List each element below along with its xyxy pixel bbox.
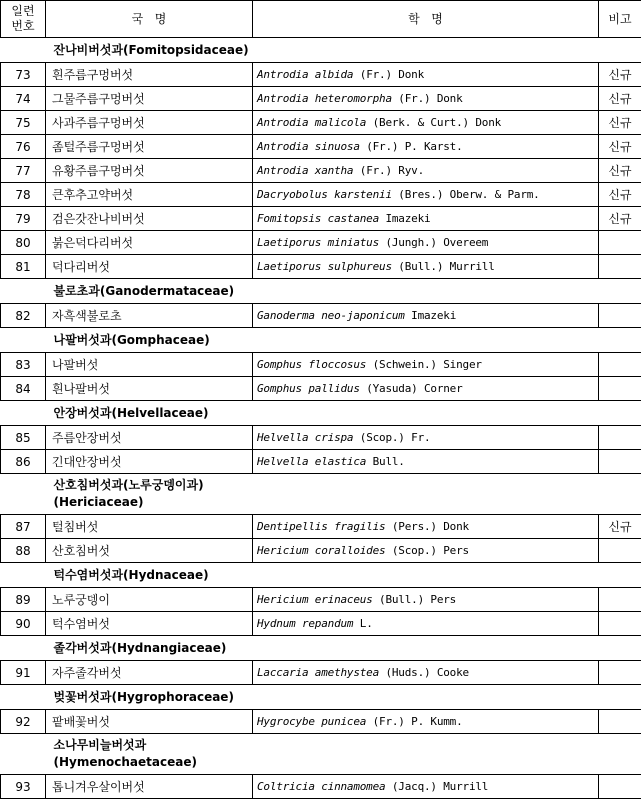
scientific-name-author: Imazeki (404, 308, 457, 322)
korean-name: 붉은덕다리버섯 (46, 231, 253, 255)
scientific-name-author: (Fr.) Donk (391, 91, 463, 105)
family-name (46, 328, 641, 353)
korean-name: 자주졸각버섯 (46, 661, 253, 685)
family-name (46, 401, 641, 426)
family-name-latin: (Hericiaceae) (53, 495, 144, 509)
serial-number: 80 (1, 231, 46, 255)
family-name (46, 636, 641, 661)
family-name (46, 563, 641, 588)
family-row (1, 279, 641, 304)
scientific-name (253, 255, 599, 279)
family-spacer (1, 279, 46, 304)
note-badge (599, 426, 641, 450)
scientific-name-author: (Schwein.) Singer (366, 357, 482, 371)
serial-number: 76 (1, 135, 46, 159)
table-row (1, 135, 641, 159)
table-row (1, 207, 641, 231)
serial-number: 86 (1, 450, 46, 474)
scientific-name-author: (Yasuda) Corner (359, 381, 463, 395)
scientific-name-author: (Bull.) Murrill (391, 259, 495, 273)
family-spacer (1, 328, 46, 353)
scientific-name-author: (Fr.) P. Kumm. (366, 714, 463, 728)
scientific-name-italic: Hygrocybe punicea (257, 714, 367, 728)
note-badge (599, 612, 641, 636)
korean-name: 턱수염버섯 (46, 612, 253, 636)
scientific-name-author: (Fr.) Ryv. (353, 163, 424, 177)
scientific-name (253, 135, 599, 159)
korean-name: 사과주름구멍버섯 (46, 111, 253, 135)
note-badge (599, 539, 641, 563)
table-row (1, 539, 641, 563)
table-row (1, 775, 641, 799)
scientific-name-author: (Fr.) P. Karst. (359, 139, 463, 153)
korean-name: 톱니겨우살이버섯 (46, 775, 253, 799)
header-korean-name: 국 명 (46, 1, 253, 38)
table-row (1, 353, 641, 377)
korean-name: 그물주름구멍버섯 (46, 87, 253, 111)
scientific-name (253, 377, 599, 401)
serial-number: 77 (1, 159, 46, 183)
note-badge (599, 775, 641, 799)
korean-name: 나팔버섯 (46, 353, 253, 377)
serial-number: 83 (1, 353, 46, 377)
header-serial-number (1, 1, 46, 38)
scientific-name (253, 661, 599, 685)
header-note: 비고 (599, 1, 641, 38)
korean-name: 흰주름구멍버섯 (46, 63, 253, 87)
note-badge (599, 377, 641, 401)
note-badge: 신규 (599, 515, 641, 539)
scientific-name-italic: Laccaria amethystea (257, 665, 380, 679)
scientific-name-italic: Laetiporus sulphureus (257, 259, 392, 273)
serial-number: 85 (1, 426, 46, 450)
family-name (46, 685, 641, 710)
scientific-name-author: Imazeki (379, 211, 431, 225)
scientific-name-italic: Antrodia albida (257, 67, 354, 81)
table-row (1, 377, 641, 401)
serial-number: 92 (1, 710, 46, 734)
korean-name: 노루궁뎅이 (46, 588, 253, 612)
table-row (1, 612, 641, 636)
scientific-name-italic: Coltricia cinnamomea (257, 779, 386, 793)
scientific-name-italic: Antrodia malicola (257, 115, 367, 129)
species-table-body (1, 1, 641, 799)
korean-name: 자흑색불로초 (46, 304, 253, 328)
family-row (1, 636, 641, 661)
scientific-name (253, 304, 599, 328)
note-badge (599, 450, 641, 474)
family-spacer (1, 563, 46, 588)
serial-number: 78 (1, 183, 46, 207)
scientific-name-author: (Jacq.) Murrill (385, 779, 489, 793)
family-spacer (1, 474, 46, 515)
table-row (1, 159, 641, 183)
scientific-name-italic: Dentipellis fragilis (257, 519, 386, 533)
table-header-row (1, 1, 641, 38)
serial-number: 81 (1, 255, 46, 279)
scientific-name-italic: Hericium coralloides (257, 543, 386, 557)
family-name-text: 졸각버섯과(Hydnangiaceae) (53, 640, 227, 655)
scientific-name-author: (Scop.) Fr. (353, 430, 431, 444)
scientific-name (253, 612, 599, 636)
korean-name: 덕다리버섯 (46, 255, 253, 279)
family-name (46, 474, 641, 515)
note-badge: 신규 (599, 207, 641, 231)
scientific-name-italic: Antrodia heteromorpha (257, 91, 392, 105)
table-row (1, 231, 641, 255)
korean-name: 좀털주름구멍버섯 (46, 135, 253, 159)
family-name-text: 턱수염버섯과(Hydnaceae) (53, 567, 209, 582)
scientific-name (253, 515, 599, 539)
scientific-name (253, 710, 599, 734)
scientific-name-italic: Laetiporus miniatus (257, 235, 380, 249)
serial-number: 82 (1, 304, 46, 328)
family-name-text: 나팔버섯과(Gomphaceae) (53, 332, 210, 347)
scientific-name (253, 207, 599, 231)
korean-name: 흰나팔버섯 (46, 377, 253, 401)
family-spacer (1, 38, 46, 63)
family-spacer (1, 734, 46, 775)
scientific-name (253, 450, 599, 474)
note-badge (599, 304, 641, 328)
header-scientific-name: 학 명 (253, 1, 599, 38)
table-row (1, 710, 641, 734)
serial-number: 84 (1, 377, 46, 401)
scientific-name (253, 426, 599, 450)
scientific-name (253, 588, 599, 612)
scientific-name (253, 775, 599, 799)
scientific-name-author: (Bull.) Pers (372, 592, 457, 606)
serial-number: 75 (1, 111, 46, 135)
scientific-name (253, 539, 599, 563)
family-spacer (1, 636, 46, 661)
serial-number: 91 (1, 661, 46, 685)
family-row (1, 685, 641, 710)
table-row (1, 63, 641, 87)
korean-name: 긴대안장버섯 (46, 450, 253, 474)
family-name (46, 38, 641, 63)
korean-name: 주름안장버섯 (46, 426, 253, 450)
note-badge: 신규 (599, 135, 641, 159)
scientific-name-italic: Dacryobolus karstenii (257, 187, 392, 201)
scientific-name-author: (Pers.) Donk (385, 519, 469, 533)
scientific-name (253, 353, 599, 377)
scientific-name-author: (Jungh.) Overeem (379, 235, 489, 249)
table-row (1, 450, 641, 474)
family-row (1, 38, 641, 63)
family-name-text: 벚꽃버섯과(Hygrophoraceae) (53, 689, 234, 704)
note-badge: 신규 (599, 63, 641, 87)
scientific-name-italic: Fomitopsis castanea (257, 211, 380, 225)
table-row (1, 515, 641, 539)
scientific-name-italic: Helvella elastica (257, 454, 367, 468)
scientific-name-author: (Huds.) Cooke (379, 665, 469, 679)
family-name-text: 잔나비버섯과(Fomitopsidaceae) (53, 42, 249, 57)
header-serial-line2: 번호 (11, 19, 35, 33)
scientific-name-italic: Antrodia sinuosa (257, 139, 360, 153)
family-name (46, 279, 641, 304)
family-name-text: 산호침버섯과(노루궁뎅이과) (53, 478, 204, 492)
scientific-name (253, 183, 599, 207)
serial-number: 73 (1, 63, 46, 87)
family-row (1, 328, 641, 353)
scientific-name-italic: Helvella crispa (257, 430, 354, 444)
korean-name: 유황주름구멍버섯 (46, 159, 253, 183)
serial-number: 88 (1, 539, 46, 563)
table-row (1, 588, 641, 612)
family-row (1, 474, 641, 515)
family-row (1, 563, 641, 588)
table-row (1, 426, 641, 450)
scientific-name-author: (Bres.) Oberw. & Parm. (391, 187, 540, 201)
scientific-name (253, 111, 599, 135)
scientific-name (253, 87, 599, 111)
family-name-text: 소나무비늘버섯과 (53, 738, 147, 752)
family-name-latin: (Hymenochaetaceae) (53, 755, 197, 769)
scientific-name-italic: Hericium erinaceus (257, 592, 373, 606)
note-badge (599, 255, 641, 279)
scientific-name-italic: Antrodia xantha (257, 163, 354, 177)
serial-number: 87 (1, 515, 46, 539)
scientific-name-author: (Scop.) Pers (385, 543, 469, 557)
note-badge (599, 710, 641, 734)
note-badge (599, 353, 641, 377)
scientific-name (253, 159, 599, 183)
note-badge: 신규 (599, 183, 641, 207)
scientific-name-italic: Gomphus pallidus (257, 381, 360, 395)
serial-number: 93 (1, 775, 46, 799)
family-row (1, 734, 641, 775)
table-row (1, 87, 641, 111)
note-badge: 신규 (599, 111, 641, 135)
scientific-name-italic: Hydnum repandum (257, 616, 354, 630)
note-badge (599, 588, 641, 612)
note-badge (599, 231, 641, 255)
family-spacer (1, 685, 46, 710)
scientific-name-author: (Fr.) Donk (353, 67, 424, 81)
serial-number: 74 (1, 87, 46, 111)
note-badge: 신규 (599, 87, 641, 111)
family-spacer (1, 401, 46, 426)
korean-name: 팥배꽃버섯 (46, 710, 253, 734)
table-row (1, 111, 641, 135)
note-badge: 신규 (599, 159, 641, 183)
scientific-name-author: (Berk. & Curt.) Donk (366, 115, 502, 129)
korean-name: 검은갓잔나비버섯 (46, 207, 253, 231)
family-name (46, 734, 641, 775)
table-row (1, 255, 641, 279)
scientific-name-italic: Ganoderma neo-japonicum (257, 308, 405, 322)
family-name-text: 안장버섯과(Helvellaceae) (53, 405, 209, 420)
serial-number: 79 (1, 207, 46, 231)
header-serial-line1: 일련 (11, 4, 35, 18)
scientific-name (253, 231, 599, 255)
table-row (1, 661, 641, 685)
serial-number: 89 (1, 588, 46, 612)
table-row (1, 183, 641, 207)
table-row (1, 304, 641, 328)
korean-name: 큰후추고약버섯 (46, 183, 253, 207)
family-name-text: 불로초과(Ganodermataceae) (53, 283, 235, 298)
note-badge (599, 661, 641, 685)
scientific-name-author: Bull. (366, 454, 405, 468)
scientific-name (253, 63, 599, 87)
scientific-name-author: L. (353, 616, 373, 630)
serial-number: 90 (1, 612, 46, 636)
family-row (1, 401, 641, 426)
scientific-name-italic: Gomphus floccosus (257, 357, 367, 371)
korean-name: 털침버섯 (46, 515, 253, 539)
korean-name: 산호침버섯 (46, 539, 253, 563)
